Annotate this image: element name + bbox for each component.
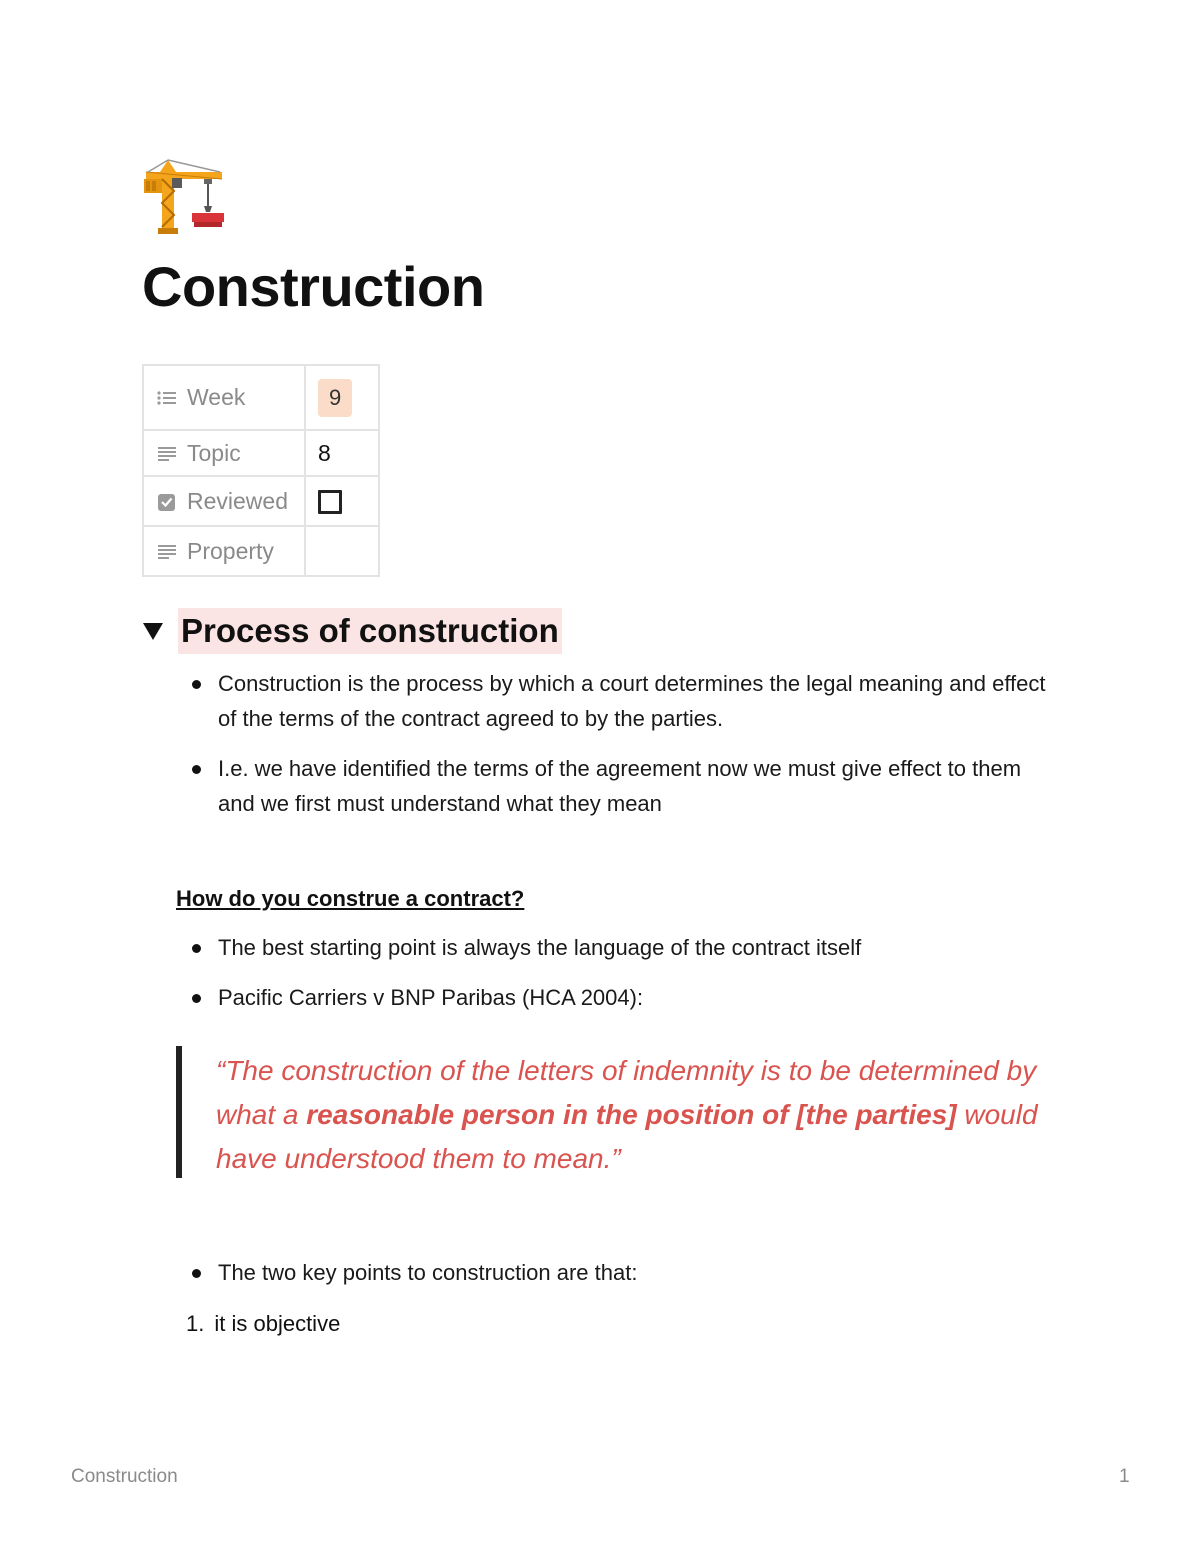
toggle-triangle-icon[interactable] — [142, 620, 164, 642]
properties-table — [142, 364, 380, 577]
property-row-reviewed — [143, 476, 379, 526]
numbered-list — [186, 1306, 340, 1341]
reviewed-checkbox[interactable] — [318, 490, 342, 514]
item-text: it is objective — [214, 1311, 341, 1336]
checkbox-icon — [156, 490, 178, 512]
page-number: 1 — [1119, 1466, 1130, 1487]
subheading: How do you construe a contract? — [176, 886, 525, 911]
section-heading: Process of construction — [178, 608, 562, 654]
numbered-item — [186, 1306, 340, 1341]
quote-emphasis: reasonable person in the position of [the parties] — [306, 1099, 957, 1130]
topic-value[interactable]: 8 — [305, 430, 379, 476]
construction-crane-icon — [142, 158, 228, 236]
property-key: Week — [187, 384, 246, 410]
quote-text: “The construction of the letters of indemnity is to be determined by what a reasonable person in the position of [the parties] would have understood them to mean.” — [216, 1055, 1038, 1174]
item-number: 1. — [186, 1311, 205, 1336]
list-item: The two key points to construction are that: — [190, 1255, 1060, 1290]
property-row-property — [143, 526, 379, 576]
list-item: The best starting point is always the language of the contract itself — [190, 930, 1060, 965]
footer-title: Construction — [71, 1466, 178, 1487]
bullet-list — [190, 1255, 1060, 1290]
page-title: Construction — [142, 255, 485, 318]
text-icon — [156, 540, 178, 562]
list-item: I.e. we have identified the terms of the agreement now we must give effect to them and we first must understand what they mean — [190, 751, 1060, 821]
property-value[interactable] — [305, 526, 379, 576]
week-badge: 9 — [318, 379, 352, 417]
property-key: Reviewed — [187, 487, 288, 514]
toggle-heading[interactable] — [142, 608, 562, 654]
case-quote — [176, 1046, 1076, 1178]
bullet-list — [190, 666, 1060, 821]
property-row-topic — [143, 430, 379, 476]
property-row-week — [143, 365, 379, 430]
bullet-list — [190, 930, 1060, 1015]
property-key: Topic — [187, 439, 241, 466]
text-icon — [156, 442, 178, 464]
list-item: Construction is the process by which a court determines the legal meaning and effect of the terms of the contract agreed to by the parties. — [190, 666, 1060, 736]
property-key: Property — [187, 537, 274, 564]
list-icon — [156, 387, 178, 409]
list-item: Pacific Carriers v BNP Paribas (HCA 2004): — [190, 980, 1060, 1015]
